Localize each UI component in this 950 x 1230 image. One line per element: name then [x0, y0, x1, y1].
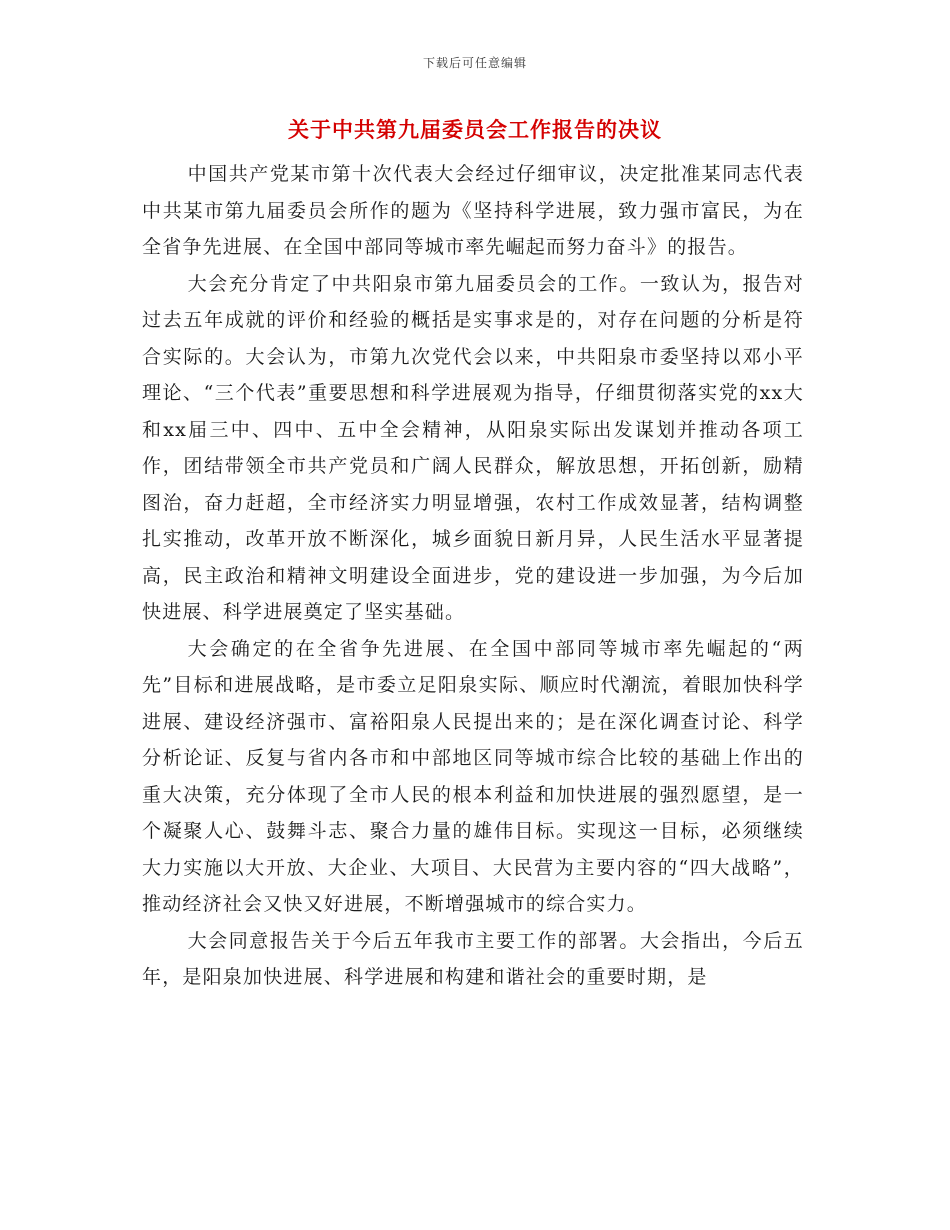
paragraph: 大会充分肯定了中共阳泉市第九届委员会的工作。一致认为，报告对过去五年成就的评价和经验的概括是实事求是的，对存在问题的分析是符合实际的。大会认为，市第九次党代会以来，中共阳泉市委坚持以邓小平理论、“三个代表”重要思想和科学进展观为指导，仔细贯彻落实党的xx大和xx届三中、四中、五中全会精神，从阳泉实际出发谋划并推动各项工作，团结带领全市共产党员和广阔人民群众，解放思想，开拓创新，励精图治，奋力赶超，全市经济实力明显增强，农村工作成效显著，结构调整扎实推动，改革开放不断深化，城乡面貌日新月异，人民生活水平显著提高，民主政治和精神文明建设全面进步，党的建设进一步加强，为今后加快进展、科学进展奠定了坚实基础。 — [142, 272, 804, 623]
paragraph: 中国共产党某市第十次代表大会经过仔细审议，决定批准某同志代表中共某市第九届委员会所作的题为《坚持科学进展，致力强市富民，为在全省争先进展、在全国中部同等城市率先崛起而努力奋斗》的报告。 — [142, 163, 804, 258]
document-title: 关于中共第九届委员会工作报告的决议 — [288, 117, 662, 142]
page-header-note: 下载后可任意编辑 — [422, 56, 527, 70]
document-body — [142, 156, 804, 996]
paragraph: 大会确定的在全省争先进展、在全国中部同等城市率先崛起的“两先”目标和进展战略，是市委立足阳泉实际、顺应时代潮流，着眼加快科学进展、建设经济强市、富裕阳泉人民提出来的；是在深化调查讨论、科学分析论证、反复与省内各市和中部地区同等城市综合比较的基础上作出的重大决策，充分体现了全市人民的根本利益和加快进展的强烈愿望，是一个凝聚人心、鼓舞斗志、聚合力量的雄伟目标。实现这一目标，必须继续大力实施以大开放、大企业、大项目、大民营为主要内容的“四大战略”，推动经济社会又快又好进展，不断增强城市的综合实力。 — [142, 637, 804, 915]
paragraph: 大会同意报告关于今后五年我市主要工作的部署。大会指出，今后五年，是阳泉加快进展、科学进展和构建和谐社会的重要时期，是 — [142, 929, 804, 988]
